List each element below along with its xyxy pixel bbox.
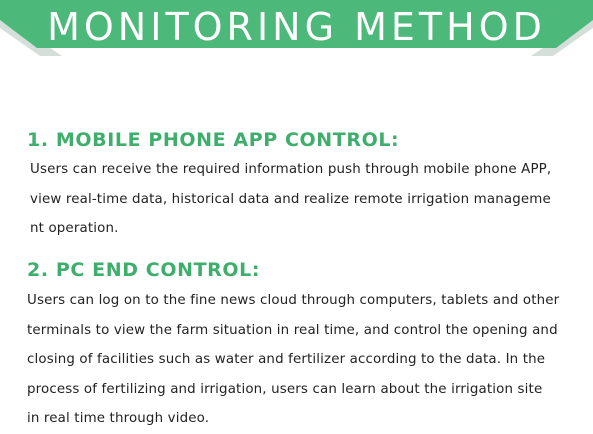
- body-line: closing of facilities such as water and fertilizer according to the data. In the: [27, 352, 546, 367]
- body-line: nt operation.: [30, 221, 119, 236]
- banner-title: MONITORING METHOD: [47, 5, 546, 49]
- section-heading-pc-end: 2. PC END CONTROL:: [27, 259, 261, 281]
- body-line: view real-time data, historical data and realize remote irrigation manageme: [30, 191, 551, 207]
- body-line: in real time through video.: [27, 411, 210, 426]
- section-body-pc-end: [27, 286, 559, 434]
- title-banner: [0, 0, 593, 58]
- body-line: Users can log on to the fine news cloud through computers, tablets and other: [27, 293, 560, 308]
- body-line: Users can receive the required information push through mobile phone APP,: [30, 162, 552, 177]
- section-heading-mobile-app: 1. MOBILE PHONE APP CONTROL:: [27, 129, 400, 151]
- body-line: terminals to view the farm situation in real time, and control the opening and: [27, 322, 558, 338]
- section-body-mobile-app: [30, 155, 551, 244]
- body-line: process of fertilizing and irrigation, users can learn about the irrigation site: [27, 381, 543, 397]
